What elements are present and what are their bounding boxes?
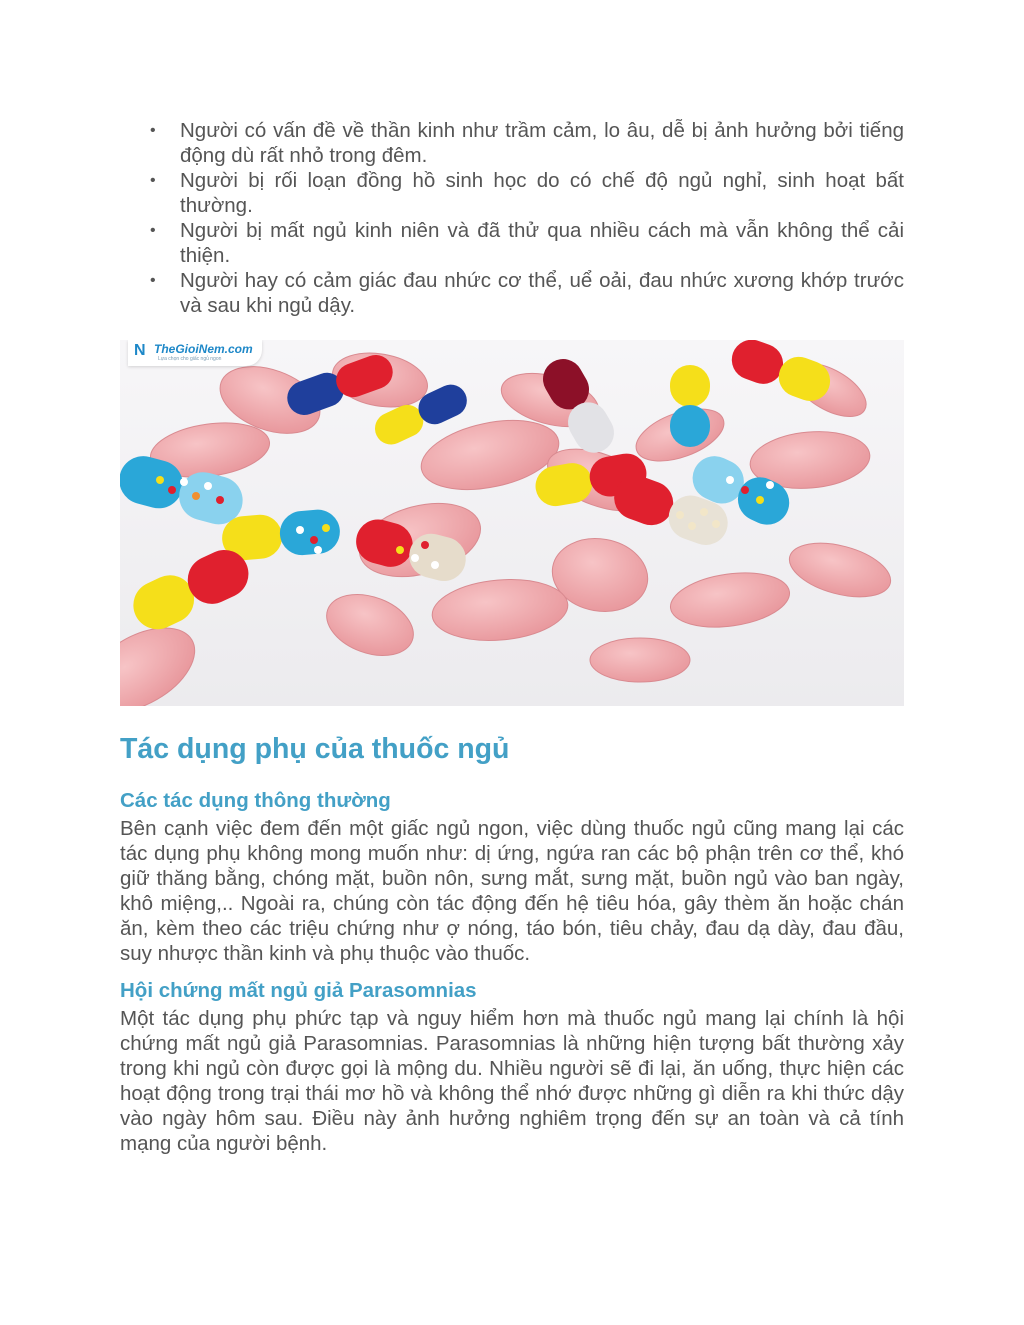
- section-title: Tác dụng phụ của thuốc ngủ: [120, 733, 510, 765]
- list-item-text: Người có vấn đề về thần kinh như trầm cảm, lo âu, dễ bị ảnh hưởng bởi tiếng động dù rất nhỏ trong đêm.: [180, 119, 904, 167]
- list-item-text: Người bị rối loạn đồng hồ sinh học do có chế độ ngủ nghỉ, sinh hoạt bất thường.: [180, 169, 904, 217]
- list-item: [120, 218, 904, 268]
- pills-photo: [120, 340, 904, 706]
- list-item: [120, 268, 904, 318]
- pills-illustration: [120, 340, 904, 706]
- list-item-text: Người hay có cảm giác đau nhức cơ thể, uể oải, đau nhức xương khớp trước và sau khi ngủ dậy.: [180, 269, 904, 317]
- list-item-text: Người bị mất ngủ kinh niên và đã thử qua nhiều cách mà vẫn không thể cải thiện.: [180, 219, 904, 267]
- list-item: [120, 168, 904, 218]
- subsection-title-parasomnias: Hội chứng mất ngủ giả Parasomnias: [120, 979, 477, 1002]
- brand-logo-icon: N: [134, 342, 146, 359]
- bullet-dot-icon: •: [150, 172, 156, 189]
- bullet-dot-icon: •: [150, 222, 156, 239]
- brand-logo-text: TheGioiNem.com: [154, 342, 253, 356]
- subsection-paragraph-parasomnias: Một tác dụng phụ phức tạp và nguy hiểm hơn mà thuốc ngủ mang lại chính là hội chứng mất ngủ giả Parasomnias. Parasomnias là những hiện tượng bất thường xảy trong khi ngủ còn được gọi là mộng du. Nhiều người sẽ đi lại, ăn uống, thực hiện các hoạt động trong trại thái mơ hồ và không thể nhớ được những gì diễn ra khi thức dậy vào ngày hôm sau. Điều này ảnh hưởng nghiêm trọng đến sự an toàn và cả tính mạng của người bệnh.: [120, 1007, 904, 1155]
- list-item: [120, 118, 904, 168]
- subsection-paragraph-common: Bên cạnh việc đem đến một giấc ngủ ngon, việc dùng thuốc ngủ cũng mang lại các tác dụng phụ không mong muốn như: dị ứng, ngứa ran các bộ phận trên cơ thể, khó giữ thăng bằng, chóng mặt, buồn nôn, sưng mắt, sưng mặt, buồn ngủ vào ban ngày, khô miệng,.. Ngoài ra, chúng còn tác động đến hệ tiêu hóa, gây thèm ăn hoặc chán ăn, kèm theo các triệu chứng như ợ nóng, táo bón, tiêu chảy, đau dạ dày, đau đầu, suy nhược thần kinh và phụ thuộc vào thuốc.: [120, 817, 904, 965]
- brand-logo: [128, 340, 262, 366]
- bullet-dot-icon: •: [150, 272, 156, 289]
- bullet-list: [120, 118, 904, 318]
- document-page: [120, 118, 904, 1156]
- bullet-dot-icon: •: [150, 122, 156, 139]
- subsection-title-common: Các tác dụng thông thường: [120, 789, 391, 812]
- brand-logo-tagline: Lựa chọn cho giấc ngủ ngon: [158, 356, 222, 362]
